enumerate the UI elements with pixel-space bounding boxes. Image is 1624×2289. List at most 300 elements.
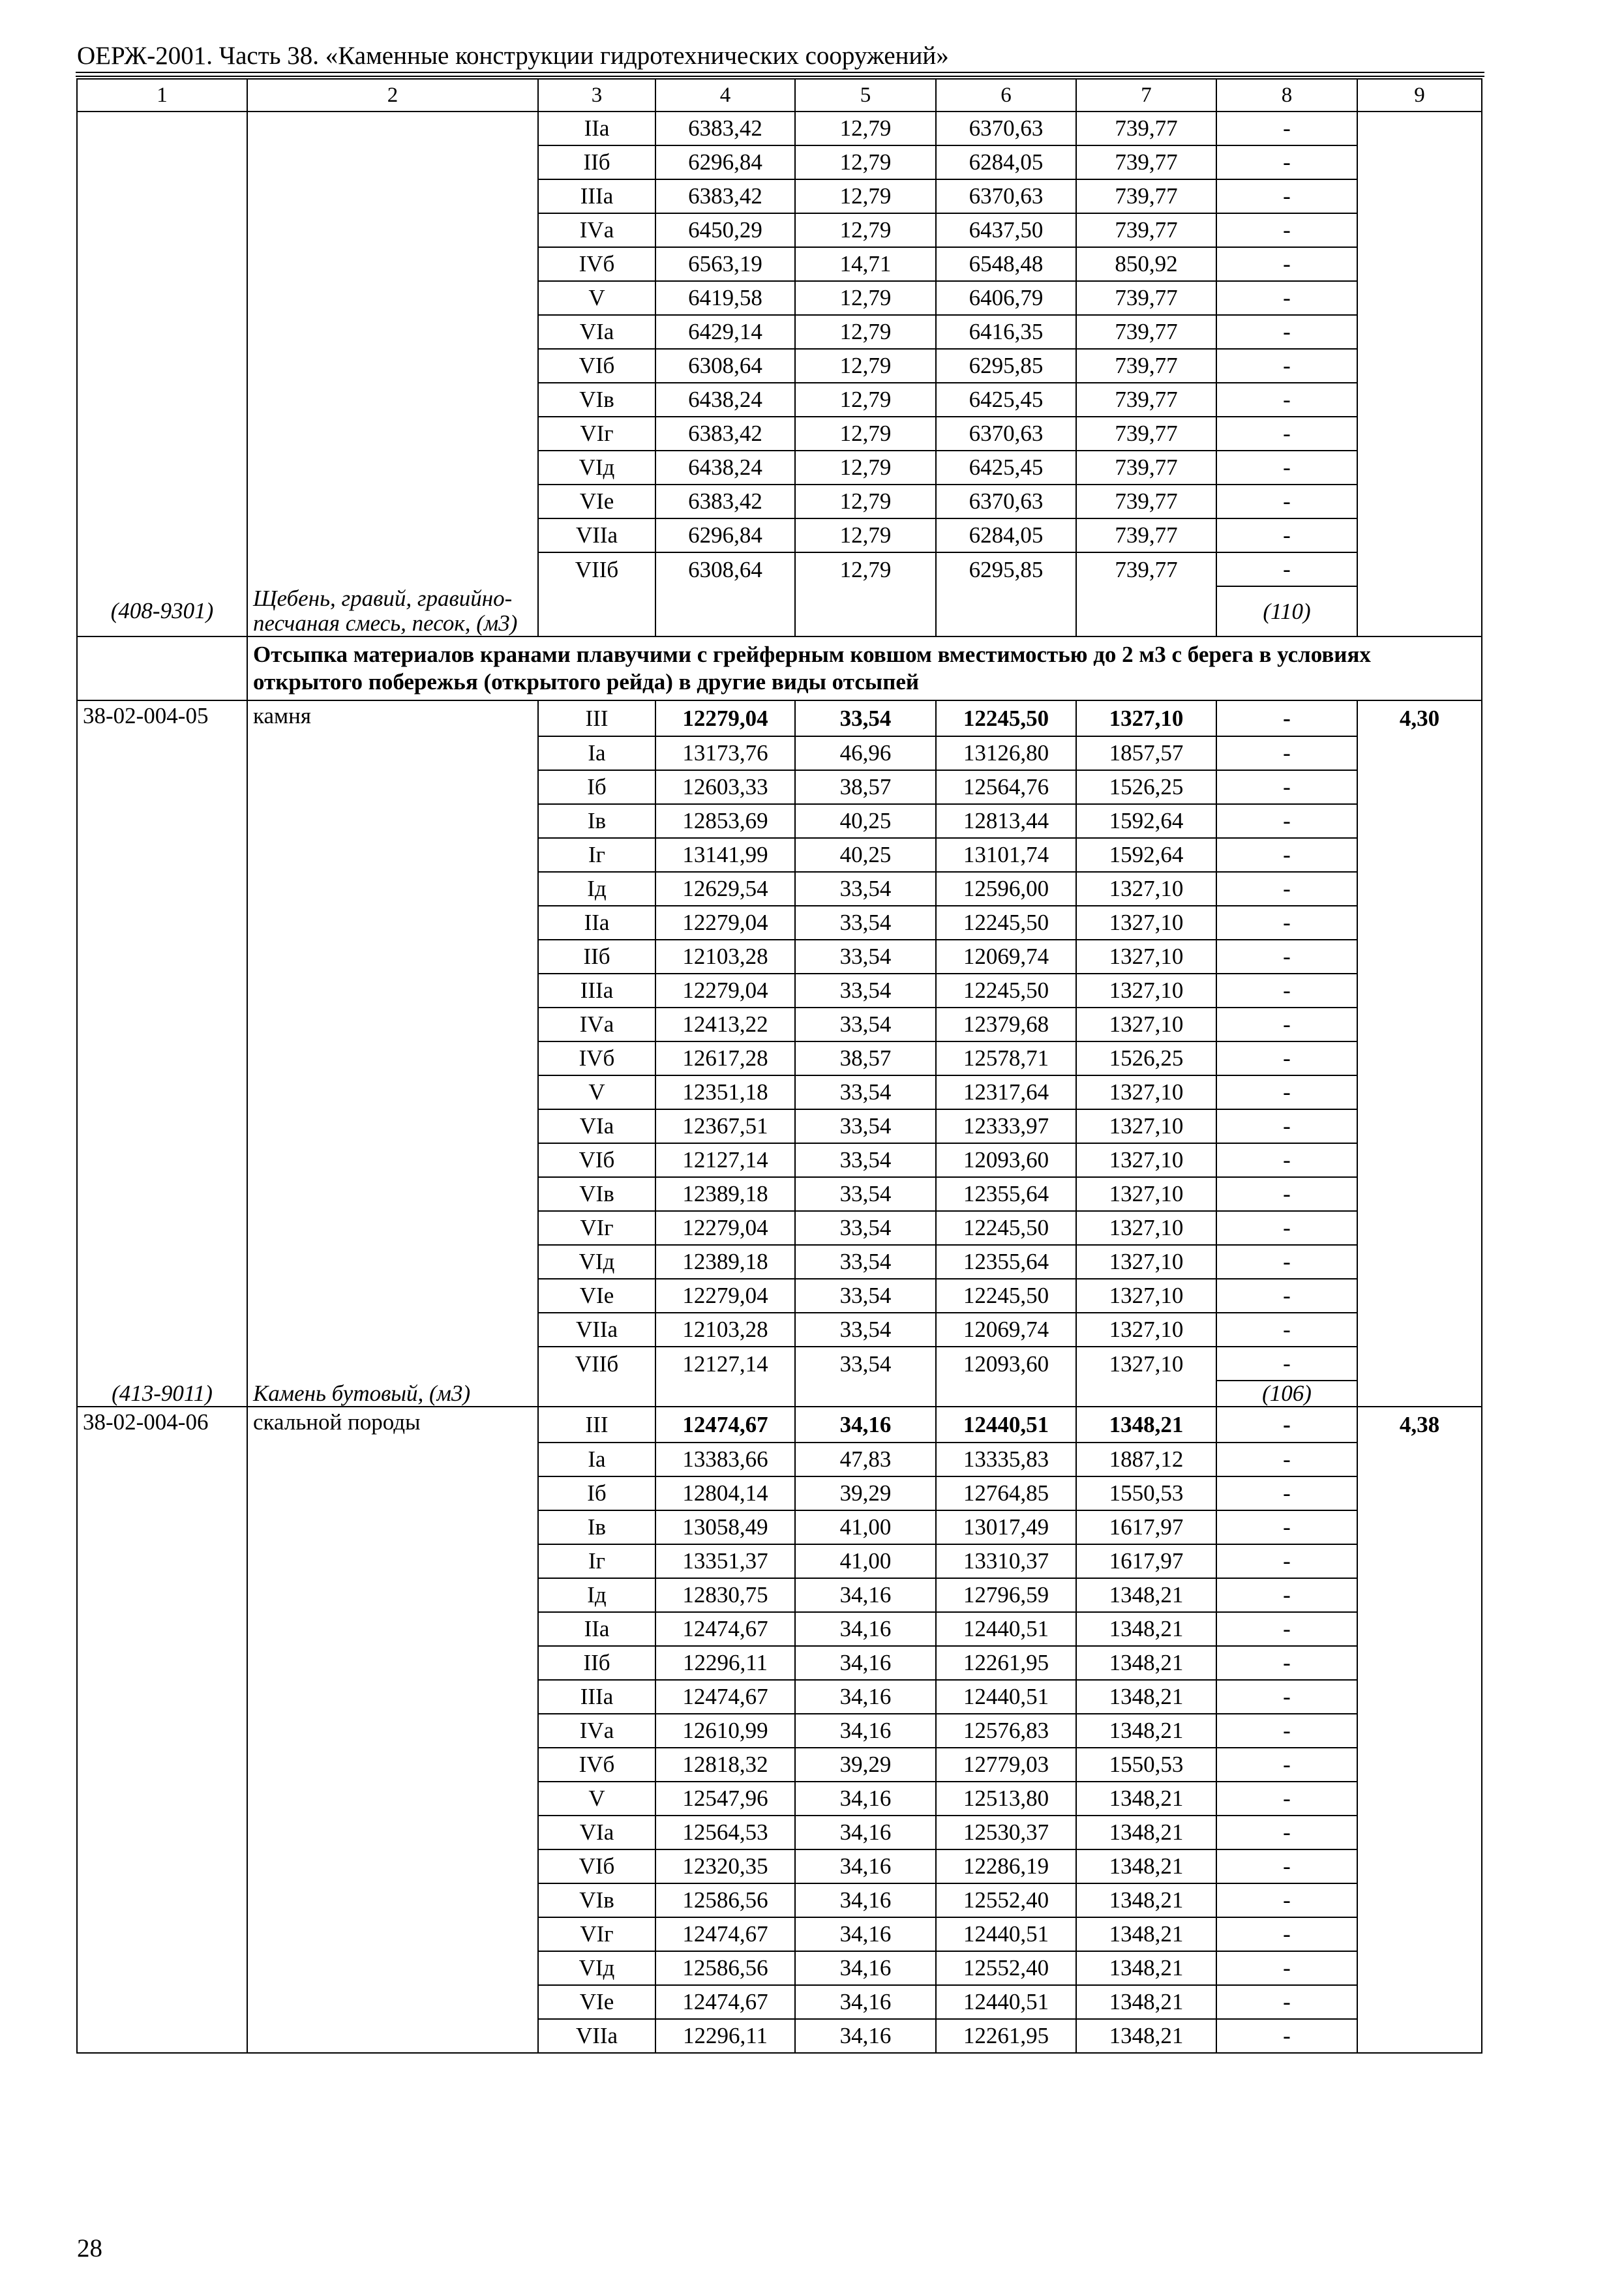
value-cell: - [1216,974,1357,1008]
value-cell: 12629,54 [655,872,795,906]
value-cell: 12440,51 [936,1985,1076,2019]
table-cell [247,315,538,349]
table-cell [1357,518,1482,552]
value-cell: - [1216,213,1357,247]
table-cell [1357,1951,1482,1985]
table-cell [77,383,247,417]
price-table-container [76,78,1482,2054]
table-cell [77,1109,247,1143]
value-cell: - [1216,1680,1357,1714]
value-cell: 6370,63 [936,112,1076,145]
table-row [77,1211,1482,1245]
value-cell: 12,79 [795,485,936,518]
value-cell: 1348,21 [1076,2019,1216,2053]
value-cell: 39,29 [795,1748,936,1782]
value-cell: 12,79 [795,213,936,247]
value-cell: 12,79 [795,281,936,315]
table-cell [77,1612,247,1646]
value-cell: 1327,10 [1076,906,1216,940]
value-cell: 34,16 [795,1917,936,1951]
value-cell: 13141,99 [655,838,795,872]
table-cell [247,485,538,518]
zone-cell: IIIа [538,1680,655,1714]
value-cell: 1348,21 [1076,1646,1216,1680]
table-cell [1357,1279,1482,1313]
value-cell: 1348,21 [1076,1883,1216,1917]
table-row [77,112,1482,145]
table-row [77,1279,1482,1313]
zone-cell: VIIб [538,552,655,586]
value-cell: 12389,18 [655,1177,795,1211]
table-row [77,1951,1482,1985]
value-cell: 33,54 [795,1211,936,1245]
zone-cell: Iд [538,872,655,906]
table-row [77,1313,1482,1347]
price-table [76,78,1482,2054]
value-cell: 1526,25 [1076,770,1216,804]
table-cell [247,804,538,838]
table-row [77,838,1482,872]
table-cell [1357,1381,1482,1407]
table-cell [247,1245,538,1279]
value-cell: 6425,45 [936,383,1076,417]
value-cell: 1327,10 [1076,1245,1216,1279]
zone-cell: V [538,1782,655,1816]
table-cell [1357,1143,1482,1177]
table-cell [1357,906,1482,940]
zone-cell: IIа [538,1612,655,1646]
value-cell: 41,00 [795,1510,936,1544]
zone-cell: Iб [538,770,655,804]
value-cell: 33,54 [795,1143,936,1177]
table-cell [77,838,247,872]
table-cell [1357,1041,1482,1075]
value-cell: 12093,60 [936,1143,1076,1177]
value-cell: 739,77 [1076,417,1216,451]
value-cell: 6308,64 [655,349,795,383]
material-name: Щебень, гравий, гравийно-песчаная смесь, песок, (м3) [247,586,538,636]
zone-cell: IVа [538,1008,655,1041]
value-cell: 739,77 [1076,349,1216,383]
value-cell: 13351,37 [655,1544,795,1578]
value-cell: 12586,56 [655,1883,795,1917]
table-cell [1357,1075,1482,1109]
table-cell [77,804,247,838]
value-cell: 12367,51 [655,1109,795,1143]
table-cell [247,1279,538,1313]
value-cell: 34,16 [795,1680,936,1714]
table-row [77,383,1482,417]
value-cell: - [1216,1245,1357,1279]
table-cell [77,1041,247,1075]
zone-cell: Iб [538,1476,655,1510]
table-row [77,1680,1482,1714]
zone-cell: IVб [538,247,655,281]
table-cell [1357,1245,1482,1279]
value-cell: 12,79 [795,417,936,451]
zone-cell: Iв [538,1510,655,1544]
value-cell: 12779,03 [936,1748,1076,1782]
value-cell: 34,16 [795,1985,936,2019]
value-cell: 12279,04 [655,906,795,940]
value-cell: 34,16 [795,1407,936,1443]
value-cell: 6295,85 [936,552,1076,586]
table-cell [247,1646,538,1680]
table-row [77,213,1482,247]
value-cell: 1348,21 [1076,1816,1216,1849]
norm-coefficient: 4,30 [1357,700,1482,736]
value-cell: - [1216,804,1357,838]
value-cell: 6295,85 [936,349,1076,383]
table-cell [77,1347,247,1381]
column-header-row [77,79,1482,112]
value-cell: 739,77 [1076,485,1216,518]
table-cell [77,112,247,145]
table-row [77,1646,1482,1680]
table-cell [247,349,538,383]
table-cell [1357,1816,1482,1849]
column-header: 7 [1076,79,1216,112]
table-row [77,906,1482,940]
table-row [77,974,1482,1008]
table-cell [77,1279,247,1313]
value-cell: 6563,19 [655,247,795,281]
table-row [77,1443,1482,1476]
zone-cell: VIг [538,417,655,451]
table-cell [1357,1347,1482,1381]
value-cell: 39,29 [795,1476,936,1510]
table-row [77,736,1482,770]
table-cell [247,1748,538,1782]
value-cell: 12440,51 [936,1612,1076,1646]
value-cell: 1348,21 [1076,1782,1216,1816]
zone-cell: IIб [538,1646,655,1680]
table-cell [247,770,538,804]
value-cell: 12317,64 [936,1075,1076,1109]
value-cell: 1348,21 [1076,1578,1216,1612]
value-cell: 1348,21 [1076,1680,1216,1714]
value-cell: 1887,12 [1076,1443,1216,1476]
table-row [77,1816,1482,1849]
value-cell: 33,54 [795,1245,936,1279]
value-cell: 33,54 [795,1177,936,1211]
value-cell: - [1216,145,1357,179]
table-cell [1357,1211,1482,1245]
value-cell: 33,54 [795,1347,936,1381]
zone-cell: IVа [538,1714,655,1748]
table-cell [247,906,538,940]
value-cell: 40,25 [795,838,936,872]
table-cell [247,1075,538,1109]
table-row [77,1782,1482,1816]
value-cell: 6406,79 [936,281,1076,315]
zone-cell: VIд [538,1245,655,1279]
value-cell: 1327,10 [1076,1279,1216,1313]
value-cell: 6383,42 [655,485,795,518]
table-cell [77,1075,247,1109]
value-cell: 1348,21 [1076,1951,1216,1985]
value-cell: 12069,74 [936,940,1076,974]
table-row [77,1849,1482,1883]
table-cell [1357,383,1482,417]
value-cell: 33,54 [795,906,936,940]
table-cell [77,974,247,1008]
table-cell [77,451,247,485]
table-cell [247,1680,538,1714]
value-cell: 12389,18 [655,1245,795,1279]
value-cell: 6419,58 [655,281,795,315]
value-cell: 1327,10 [1076,1008,1216,1041]
zone-cell: III [538,700,655,736]
value-cell: 1327,10 [1076,1211,1216,1245]
value-cell: 6438,24 [655,383,795,417]
table-cell [77,1143,247,1177]
value-cell: 12279,04 [655,974,795,1008]
table-row [77,247,1482,281]
value-cell: 1550,53 [1076,1748,1216,1782]
table-row [77,451,1482,485]
value-cell: 33,54 [795,872,936,906]
value-cell: 1327,10 [1076,1075,1216,1109]
table-cell [1357,1612,1482,1646]
value-cell: - [1216,1211,1357,1245]
value-cell: 6308,64 [655,552,795,586]
table-row [77,1748,1482,1782]
value-cell: 13310,37 [936,1544,1076,1578]
column-header: 4 [655,79,795,112]
zone-cell: VIд [538,451,655,485]
value-cell: 12296,11 [655,2019,795,2053]
norm-coefficient: 4,38 [1357,1407,1482,1443]
value-cell: 34,16 [795,1782,936,1816]
table-cell [247,2019,538,2053]
value-cell: 6284,05 [936,518,1076,552]
value-cell: 12596,00 [936,872,1076,906]
table-cell [247,1951,538,1985]
value-cell: 6383,42 [655,417,795,451]
value-cell: 12245,50 [936,700,1076,736]
value-cell: - [1216,940,1357,974]
table-cell [1357,1782,1482,1816]
table-cell [77,906,247,940]
table-row [77,700,1482,736]
value-cell: 14,71 [795,247,936,281]
value-cell: 33,54 [795,1109,936,1143]
value-cell: - [1216,1782,1357,1816]
zone-cell: VIд [538,1951,655,1985]
value-cell: 1327,10 [1076,1109,1216,1143]
value-cell: 12564,76 [936,770,1076,804]
value-cell: 33,54 [795,1075,936,1109]
zone-cell: VIв [538,383,655,417]
value-cell: - [1216,1407,1357,1443]
table-row [77,1347,1482,1381]
zone-cell: IIа [538,906,655,940]
value-cell: 12796,59 [936,1578,1076,1612]
table-cell [247,552,538,586]
zone-cell: III [538,1407,655,1443]
value-cell: 1617,97 [1076,1510,1216,1544]
table-cell [77,1510,247,1544]
column-header: 2 [247,79,538,112]
table-cell [247,1883,538,1917]
zone-cell: V [538,1075,655,1109]
value-cell: 13017,49 [936,1510,1076,1544]
table-cell [655,1381,795,1407]
value-cell: 739,77 [1076,383,1216,417]
table-cell [77,281,247,315]
table-cell [77,1917,247,1951]
table-row [77,1476,1482,1510]
zone-cell: IIб [538,940,655,974]
value-cell: 6429,14 [655,315,795,349]
zone-cell: VIб [538,349,655,383]
zone-cell: VIв [538,1883,655,1917]
value-cell: 12,79 [795,112,936,145]
table-row [77,1177,1482,1211]
value-cell: 12552,40 [936,1951,1076,1985]
value-cell: - [1216,1849,1357,1883]
value-cell: 1348,21 [1076,1714,1216,1748]
table-row [77,1985,1482,2019]
value-cell: 12333,97 [936,1109,1076,1143]
section-title: Отсыпка материалов кранами плавучими с грейферным ковшом вместимостью до 2 м3 с берега в условиях открытого побережья (открытого рейда) в другие виды отсыпей [247,636,1482,700]
value-cell: 6370,63 [936,485,1076,518]
value-cell: - [1216,1075,1357,1109]
zone-cell: IIа [538,112,655,145]
page-header-title: ОЕРЖ-2001. Часть 38. «Каменные конструкции гидротехнических сооружений» [77,42,949,70]
zone-cell: IIб [538,145,655,179]
table-cell [1357,770,1482,804]
table-cell [1357,552,1482,586]
table-cell [1357,1544,1482,1578]
table-cell [77,145,247,179]
value-cell: 41,00 [795,1544,936,1578]
table-cell [77,247,247,281]
table-cell [1357,1109,1482,1143]
value-cell: 739,77 [1076,518,1216,552]
value-cell: 12093,60 [936,1347,1076,1381]
table-cell [247,1612,538,1646]
value-cell: 12617,28 [655,1041,795,1075]
value-cell: 12279,04 [655,1211,795,1245]
table-cell [77,1816,247,1849]
value-cell: 1348,21 [1076,1985,1216,2019]
value-cell: 1348,21 [1076,1407,1216,1443]
zone-cell: IVа [538,213,655,247]
zone-cell: Iг [538,838,655,872]
value-cell: 739,77 [1076,451,1216,485]
zone-cell: VIб [538,1849,655,1883]
table-cell [247,1849,538,1883]
table-cell [77,1883,247,1917]
table-cell [77,1578,247,1612]
value-cell: 6296,84 [655,518,795,552]
table-row [77,1075,1482,1109]
value-cell: 12474,67 [655,1680,795,1714]
value-cell: - [1216,1985,1357,2019]
table-cell [1357,451,1482,485]
table-cell [1357,213,1482,247]
value-cell: 1327,10 [1076,940,1216,974]
material-row [77,586,1482,636]
table-cell [247,974,538,1008]
table-row [77,315,1482,349]
column-header: 6 [936,79,1076,112]
table-cell [247,145,538,179]
table-cell [1357,1985,1482,2019]
table-row [77,770,1482,804]
value-cell: 6450,29 [655,213,795,247]
norm-name: камня [247,700,538,736]
column-header: 1 [77,79,247,112]
value-cell: - [1216,1883,1357,1917]
table-cell [247,1143,538,1177]
value-cell: 33,54 [795,1313,936,1347]
value-cell: 12552,40 [936,1883,1076,1917]
value-cell: 33,54 [795,700,936,736]
value-cell: 12586,56 [655,1951,795,1985]
value-cell: 12578,71 [936,1041,1076,1075]
table-cell [1357,1443,1482,1476]
table-row [77,1143,1482,1177]
table-cell [247,1041,538,1075]
value-cell: 13126,80 [936,736,1076,770]
value-cell: - [1216,552,1357,586]
table-cell [247,940,538,974]
table-cell [77,1849,247,1883]
table-cell [77,770,247,804]
table-row [77,1612,1482,1646]
value-cell: 12127,14 [655,1143,795,1177]
value-cell: 12355,64 [936,1245,1076,1279]
value-cell: 12440,51 [936,1407,1076,1443]
table-row [77,1041,1482,1075]
value-cell: - [1216,1041,1357,1075]
zone-cell: Iг [538,1544,655,1578]
table-cell [247,417,538,451]
table-cell [1357,586,1482,636]
value-cell: - [1216,1443,1357,1476]
value-cell: 12245,50 [936,1279,1076,1313]
table-cell [1357,1008,1482,1041]
value-cell: 6383,42 [655,179,795,213]
value-cell: 1327,10 [1076,1313,1216,1347]
table-row [77,518,1482,552]
value-cell: - [1216,872,1357,906]
value-cell: - [1216,281,1357,315]
value-cell: - [1216,1714,1357,1748]
value-cell: 12764,85 [936,1476,1076,1510]
table-row [77,417,1482,451]
value-cell: 850,92 [1076,247,1216,281]
table-cell [1357,1476,1482,1510]
table-cell [247,1782,538,1816]
table-row [77,1407,1482,1443]
value-cell: - [1216,1612,1357,1646]
material-code: (408-9301) [77,586,247,636]
value-cell: 38,57 [795,770,936,804]
table-cell [247,383,538,417]
table-cell [936,586,1076,636]
value-cell: 12296,11 [655,1646,795,1680]
table-cell [538,1381,655,1407]
table-row [77,2019,1482,2053]
table-cell [1357,1177,1482,1211]
value-cell: 12286,19 [936,1849,1076,1883]
value-cell: 12576,83 [936,1714,1076,1748]
zone-cell: VIIа [538,1313,655,1347]
